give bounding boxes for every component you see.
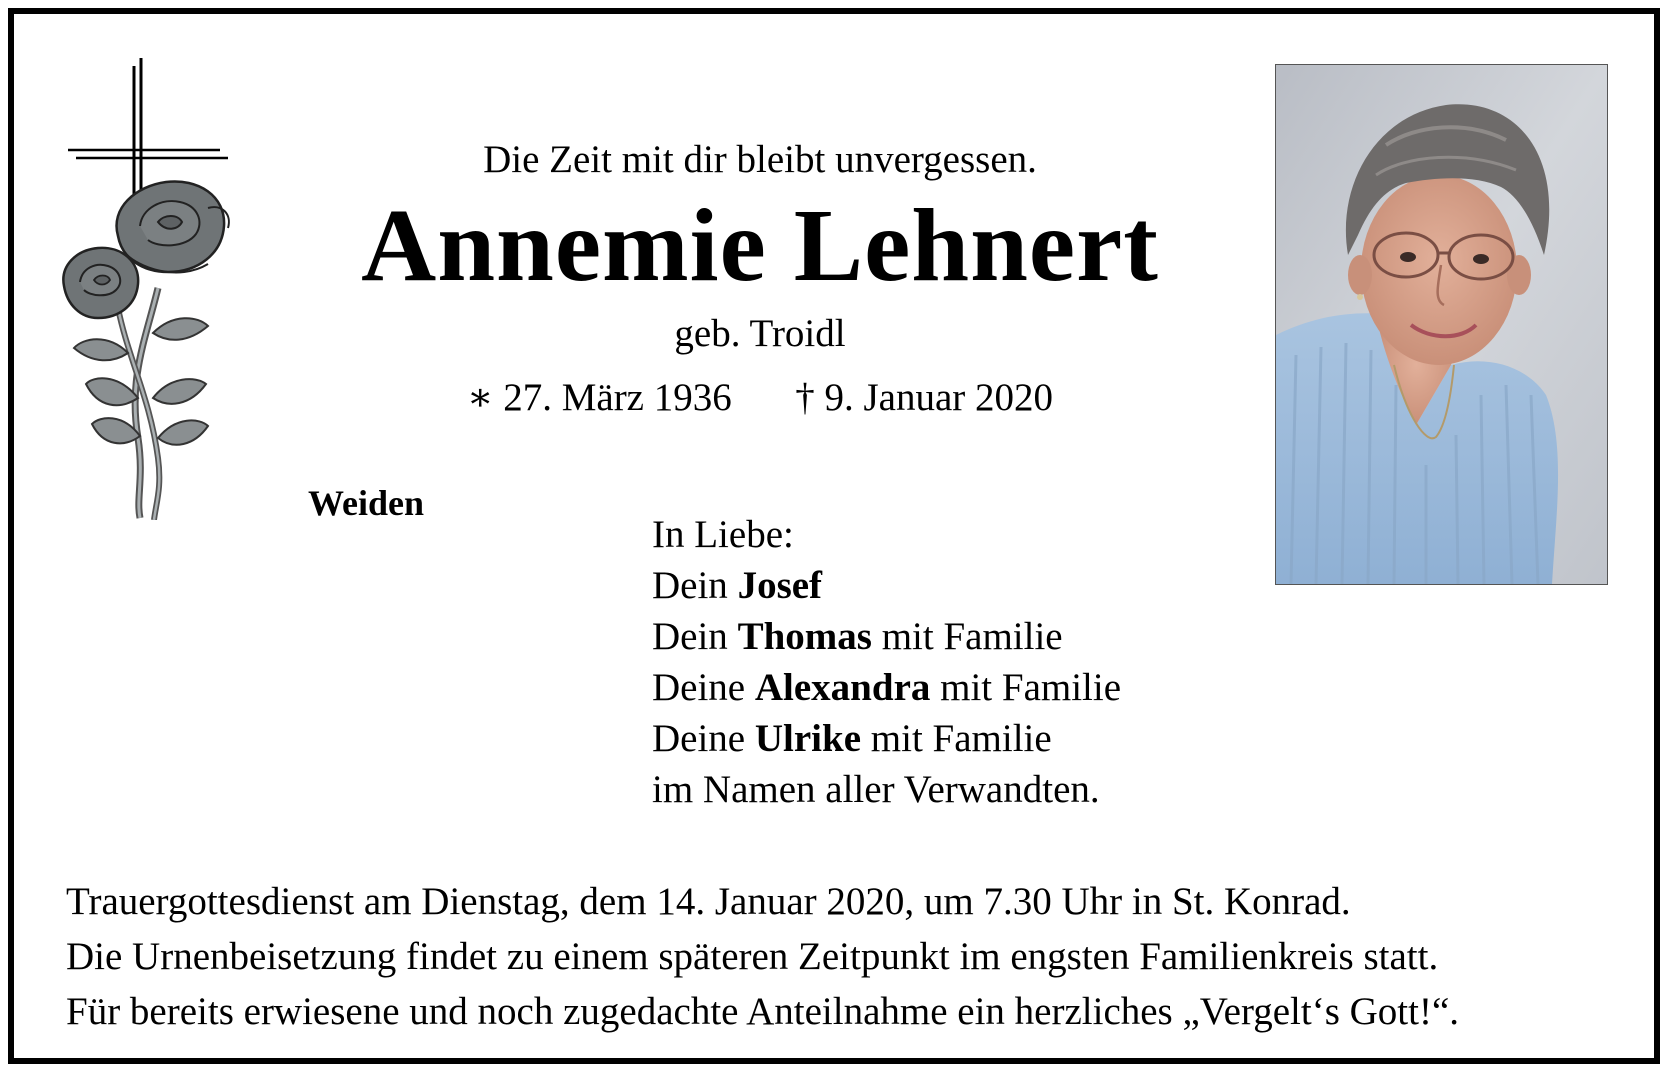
funeral-notice	[66, 874, 1459, 1039]
birth-star-icon: ∗	[466, 376, 494, 419]
mourner-line	[652, 560, 1121, 611]
notice-line: Für bereits erwiesene und noch zugedachte Anteilnahme ein herzliches „Vergelt‘s Gott!“.	[66, 990, 1460, 1033]
maiden-name: geb. Troidl	[674, 312, 846, 355]
notice-line: Trauergottesdienst am Dienstag, dem 14. Januar 2020, um 7.30 Uhr in St. Konrad.	[66, 880, 1351, 923]
mourner-name: Alexandra	[754, 666, 931, 709]
mourner-line	[652, 662, 1121, 713]
notice-line: Die Urnenbeisetzung findet zu einem späteren Zeitpunkt im engsten Familienkreis statt.	[66, 935, 1439, 978]
cross-with-roses-icon	[58, 58, 248, 520]
memorial-motto: Die Zeit mit dir bleibt unvergessen.	[483, 138, 1037, 181]
mourner-name: Josef	[737, 564, 823, 607]
mourner-line	[652, 713, 1121, 764]
deceased-name: Annemie Lehnert	[361, 188, 1159, 303]
mourner-name: Thomas	[737, 615, 872, 658]
mourner-prefix: Dein	[652, 615, 738, 658]
mourner-prefix: Dein	[652, 564, 738, 607]
mourner-suffix: mit Familie	[861, 717, 1052, 760]
mourner-prefix: Deine	[652, 717, 755, 760]
mourners-list	[652, 509, 1121, 815]
mourner-line	[652, 611, 1121, 662]
mourner-prefix: Deine	[652, 666, 755, 709]
mourner-name: Ulrike	[754, 717, 862, 760]
mourners-intro: In Liebe:	[652, 513, 794, 556]
death-cross-icon: †	[795, 376, 815, 419]
death-date: 9. Januar 2020	[824, 376, 1054, 419]
mourners-closing: im Namen aller Verwandten.	[652, 768, 1100, 811]
mourner-suffix: mit Familie	[871, 615, 1063, 658]
mourner-suffix: mit Familie	[930, 666, 1122, 709]
city-name: Weiden	[308, 483, 425, 523]
birth-date: 27. März 1936	[503, 376, 732, 419]
life-dates	[330, 376, 1190, 420]
portrait-photo	[1275, 64, 1608, 585]
